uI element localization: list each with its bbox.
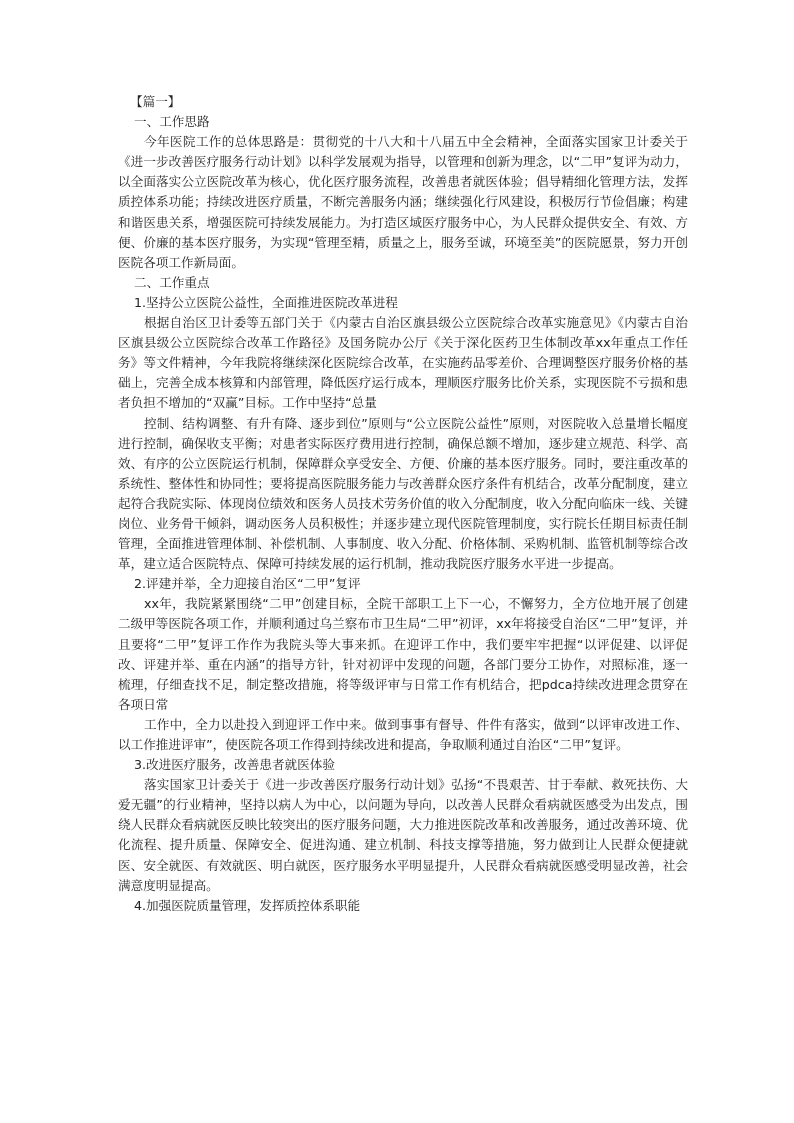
- paragraph: xx年，我院紧紧围绕“二甲”创建目标，全院干部职工上下一心，不懈努力，全方位地开展了创建二级甲等医院各项工作，并顺利通过乌兰察布市卫生局“二甲”初评，xx年将接受自治区“二甲”复评，并且要将“二甲”复评工作作为我院头等大事来抓。在迎评工作中，我们要牢牢把握“以评促建、以评促改、评建并举、重在内涵”的指导方针，针对初评中发现的问题，各部门要分工协作，对照标准，逐一梳理，仔细查找不足，制定整改措施，将等级评审与日常工作有机结合，把pdca持续改进理念贯穿在各项日常: [118, 596, 688, 712]
- section-title: 二、工作重点: [134, 274, 210, 290]
- subsection-title: 3.改进医疗服务，改善患者就医体验: [134, 757, 335, 773]
- paragraph: 落实国家卫计委关于《进一步改善医疗服务行动计划》弘扬“不畏艰苦、甘于奉献、救死扶伤、大爱无疆”的行业精神，坚持以病人为中心，以问题为导向，以改善人民群众看病就医感受为出发点，围绕人民群众看病就医反映比较突出的医疗服务问题，大力推进医院改革和改善服务，通过改善环境、优化流程、提升质量、保障安全、促进沟通、建立机制、科技支撑等措施，努力做到让人民群众便捷就医、安全就医、有效就医、明白就医，医疗服务水平明显提升，人民群众看病就医感受明显改善，社会满意度明显提高。: [118, 777, 688, 893]
- paragraph: 今年医院工作的总体思路是：贯彻党的十八大和十八届五中全会精神，全面落实国家卫计委关于《进一步改善医疗服务行动计划》以科学发展观为指导，以管理和创新为理念，以“二甲”复评为动力，以全面落实公立医院改革为核心，优化医疗服务流程，改善患者就医体验；倡导精细化管理方法，发挥质控体系功能；持续改进医疗质量，不断完善服务内涵；继续强化行风建设，积极厉行节俭倡廉；构建和谐医患关系，增强医院可持续发展能力。为打造区域医疗服务中心，为人民群众提供安全、有效、方便、价廉的基本医疗服务，为实现“管理至精，质量之上，服务至诚，环境至美”的医院愿景，努力开创医院各项工作新局面。: [118, 134, 688, 270]
- document-page: [118, 92, 688, 916]
- subsection-title: 2.评建并举，全力迎接自治区“二甲”复评: [134, 576, 361, 592]
- section-title: 一、工作思路: [134, 114, 210, 130]
- paragraph: 工作中，全力以赴投入到迎评工作中来。做到事事有督导、件件有落实，做到“以评审改进工作、以工作推进评审”，使医院各项工作得到持续改进和提高，争取顺利通过自治区“二甲”复评。: [118, 716, 688, 752]
- subsection-title: 4.加强医院质量管理，发挥质控体系职能: [134, 897, 361, 913]
- document-heading: 【篇一】: [130, 94, 181, 109]
- paragraph: 控制、结构调整、有升有降、逐步到位”原则与“公立医院公益性”原则，对医院收入总量增长幅度进行控制，确保收支平衡；对患者实际医疗费用进行控制，确保总额不增加，逐步建立规范、科学、高效、有序的公立医院运行机制，保障群众享受安全、方便、价廉的基本医疗服务。同时，要注重改革的系统性、整体性和协同性；要将提高医院服务能力与改善群众医疗条件有机结合，改革分配制度，建立起符合我院实际、体现岗位绩效和医务人员技术劳务价值的收入分配制度，收入分配向临床一线、关键岗位、业务骨干倾斜，调动医务人员积极性；并逐步建立现代医院管理制度，实行院长任期目标责任制管理，全面推进管理体制、补偿机制、人事制度、收入分配、价格体制、采购机制、监管机制等综合改革，建立适合医院特点、保障可持续发展的运行机制，推动我院医疗服务水平进一步提高。: [118, 415, 688, 572]
- paragraph: 根据自治区卫计委等五部门关于《内蒙古自治区旗县级公立医院综合改革实施意见》《内蒙古自治区旗县级公立医院综合改革工作路径》及国务院办公厅《关于深化医药卫生体制改革xx年重点工作任务》等文件精神，今年我院将继续深化医院综合改革，在实施药品零差价、合理调整医疗服务价格的基础上，完善全成本核算和内部管理，降低医疗运行成本，理顺医疗服务比价关系，实现医院不亏损和患者负担不增加的“双赢”目标。工作中坚持“总量: [118, 315, 688, 411]
- subsection-title: 1.坚持公立医院公益性，全面推进医院改革进程: [134, 294, 398, 310]
